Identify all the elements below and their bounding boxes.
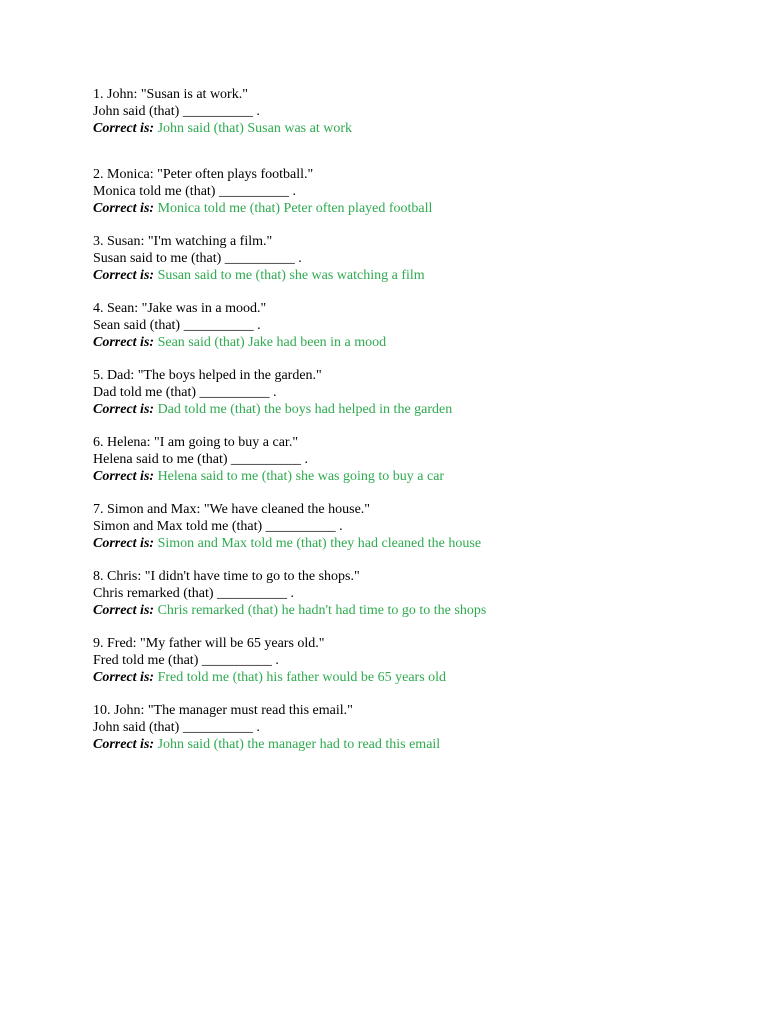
exercise-4 [93,300,733,351]
exercise-prompt: 5. Dad: "The boys helped in the garden." [93,368,322,383]
answer-text: Monica told me (that) Peter often played football [157,201,433,216]
exercise-9 [93,635,733,686]
exercise-sentence: Fred told me (that) __________ . [93,653,279,668]
exercise-prompt: 7. Simon and Max: "We have cleaned the house." [93,502,371,517]
exercise-prompt: 4. Sean: "Jake was in a mood." [93,301,267,316]
worksheet [93,86,733,753]
exercise-sentence: Dad told me (that) __________ . [93,385,277,400]
correct-answer [93,334,733,351]
exercise-5 [93,367,733,418]
exercise-sentence: Sean said (that) __________ . [93,318,261,333]
exercise-prompt: 1. John: "Susan is at work." [93,87,248,102]
exercise-10 [93,702,733,753]
exercise-1 [93,86,733,137]
exercise-3 [93,233,733,284]
correct-is-label: Correct is: [93,121,155,136]
exercise-prompt: 10. John: "The manager must read this email." [93,703,353,718]
correct-is-label: Correct is: [93,268,155,283]
exercise-6 [93,434,733,485]
exercise-prompt: 9. Fred: "My father will be 65 years old." [93,636,325,651]
exercise-sentence: John said (that) __________ . [93,720,260,735]
correct-is-label: Correct is: [93,469,155,484]
answer-text: Sean said (that) Jake had been in a mood [157,335,387,350]
exercise-7 [93,501,733,552]
answer-text: Simon and Max told me (that) they had cleaned the house [157,536,482,551]
exercise-sentence: Monica told me (that) __________ . [93,184,296,199]
answer-text: John said (that) Susan was at work [157,121,352,136]
answer-text: Fred told me (that) his father would be 65 years old [157,670,447,685]
correct-answer [93,200,733,217]
exercise-sentence: Simon and Max told me (that) __________ . [93,519,343,534]
answer-text: Helena said to me (that) she was going to buy a car [157,469,445,484]
correct-answer [93,736,733,753]
correct-is-label: Correct is: [93,603,155,618]
correct-answer [93,120,733,137]
exercise-prompt: 6. Helena: "I am going to buy a car." [93,435,299,450]
exercise-sentence: John said (that) __________ . [93,104,260,119]
correct-is-label: Correct is: [93,201,155,216]
exercise-prompt: 8. Chris: "I didn't have time to go to the shops." [93,569,360,584]
correct-is-label: Correct is: [93,335,155,350]
answer-text: Chris remarked (that) he hadn't had time to go to the shops [157,603,487,618]
exercise-sentence: Susan said to me (that) __________ . [93,251,302,266]
correct-is-label: Correct is: [93,737,155,752]
answer-text: Susan said to me (that) she was watching a film [157,268,425,283]
correct-answer [93,468,733,485]
correct-is-label: Correct is: [93,536,155,551]
answer-text: John said (that) the manager had to read this email [157,737,441,752]
exercise-sentence: Helena said to me (that) __________ . [93,452,309,467]
correct-answer [93,669,733,686]
correct-is-label: Correct is: [93,670,155,685]
exercise-8 [93,568,733,619]
correct-answer [93,535,733,552]
exercise-sentence: Chris remarked (that) __________ . [93,586,295,601]
exercise-prompt: 2. Monica: "Peter often plays football." [93,167,314,182]
exercise-2 [93,166,733,217]
correct-is-label: Correct is: [93,402,155,417]
exercise-prompt: 3. Susan: "I'm watching a film." [93,234,273,249]
answer-text: Dad told me (that) the boys had helped in the garden [157,402,453,417]
correct-answer [93,401,733,418]
correct-answer [93,602,733,619]
correct-answer [93,267,733,284]
